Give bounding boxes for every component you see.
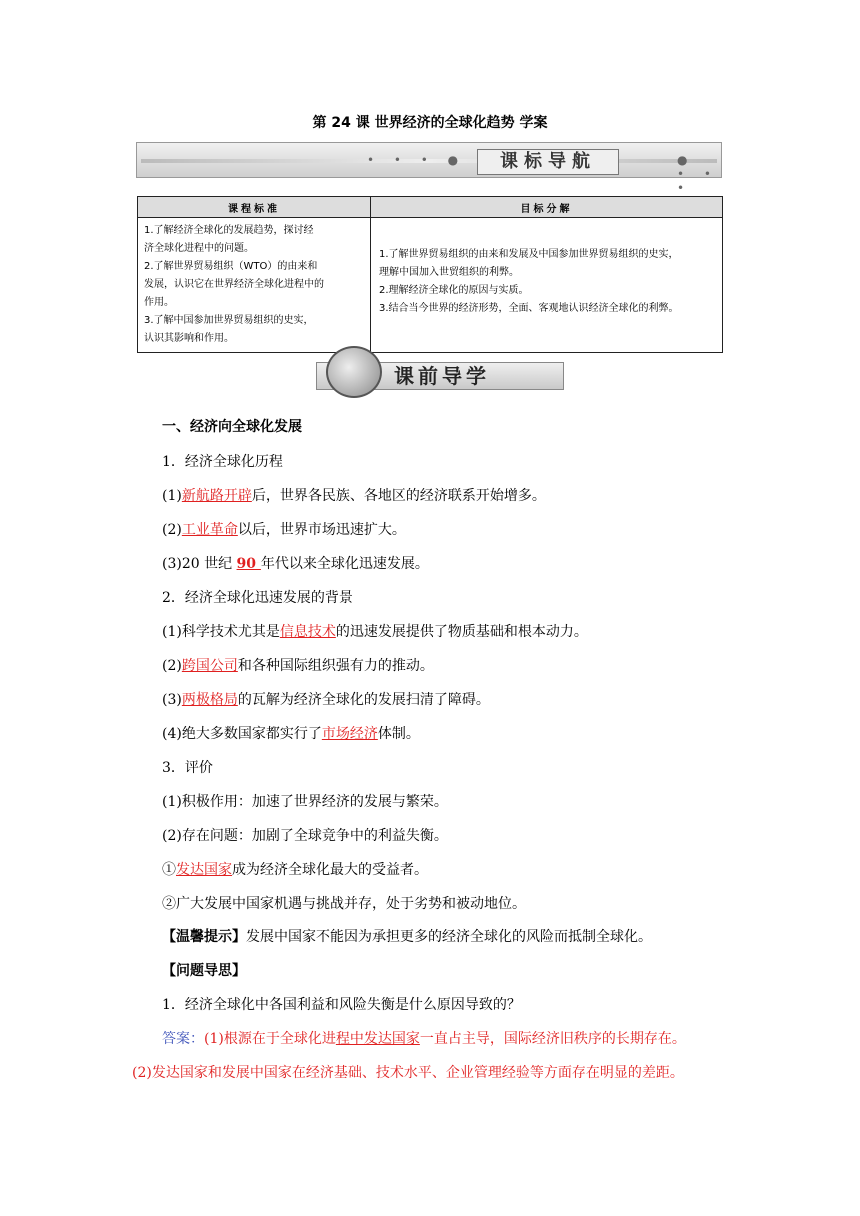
goal-line: 1.了解世界贸易组织的由来和发展及中国参加世界贸易组织的史实， [379,249,679,260]
item-text: (3) [162,692,182,708]
item-text: (2) [162,658,182,674]
list-item [162,621,588,641]
answer-label: 答案： [162,1031,204,1047]
table-header-standard: 课程标准 [138,197,371,218]
list-item [162,655,434,675]
goal-line: 理解中国加入世贸组织的利弊。 [379,267,519,278]
banner-dots-left: • • • ● [367,153,467,167]
item-text: 以后，世界市场迅速扩大。 [237,522,406,538]
answer-blank: 两极格局 [181,692,238,708]
curriculum-table [137,196,723,353]
item-text: (4)绝大多数国家都实行了 [162,726,322,742]
list-item: (1)积极作用：加速了世界经济的发展与繁荣。 [162,794,448,810]
list-item [162,689,490,709]
question: 1．经济全球化中各国利益和风险失衡是什么原因导致的？ [162,997,521,1013]
answer-blank: 市场经济 [321,726,378,742]
answer-blank: 90 [236,556,261,572]
answer-text: 程中发达国家 [335,1031,420,1047]
item-text: 后，世界各民族、各地区的经济联系开始增多。 [251,488,546,504]
item-text: 成为经济全球化最大的受益者。 [232,862,428,878]
item-text: 体制。 [377,726,420,742]
section-heading: 一、经济向全球化发展 [162,419,302,435]
goal-line: 2.理解经济全球化的原因与实质。 [379,285,529,296]
standard-line: 3.了解中国参加世界贸易组织的史实， [144,315,314,326]
item-text: 的迅速发展提供了物质基础和根本动力。 [335,624,588,640]
item-text: (1) [162,488,182,504]
banner-label: 课标导航 [477,149,619,175]
item-text: ① [162,862,176,878]
answer-continuation: (2)发达国家和发展中国家在经济基础、技术水平、企业管理经验等方面存在明显的差距。 [132,1065,684,1081]
item-text: (1)科学技术尤其是 [162,624,280,640]
standard-line: 1.了解经济全球化的发展趋势，探讨经 [144,225,314,236]
banner-label: 课前导学 [394,364,490,388]
answer [162,1028,686,1048]
goal-line: 3.结合当今世界的经济形势，全面、客观地认识经济全球化的利弊。 [379,303,679,314]
list-item: ②广大发展中国家机遇与挑战并存，处于劣势和被动地位。 [162,896,526,912]
answer-text: (1)根源在于全球化进 [204,1031,336,1047]
section-banner-course-nav [136,142,722,195]
list-item: (2)存在问题：加剧了全球竞争中的利益失衡。 [162,828,448,844]
table-cell-standard [138,218,371,353]
item-text: 年代以来全球化迅速发展。 [260,556,429,572]
item-text: 和各种国际组织强有力的推动。 [237,658,434,674]
standard-line: 作用。 [144,297,174,308]
standard-line: 发展，认识它在世界经济全球化进程中的 [144,279,324,290]
banner-dots-right: ● • • • [677,153,719,195]
answer-blank: 信息技术 [279,624,336,640]
subheading: 2．经济全球化迅速发展的背景 [162,590,353,606]
section-banner-pre-class [296,346,566,398]
page-title: 第 24 课 世界经济的全球化趋势 学案 [312,115,548,131]
subheading: 3．评价 [162,760,213,776]
table-cell-goals [371,218,723,353]
answer-text: 一直占主导，国际经济旧秩序的长期存在。 [419,1031,686,1047]
tip [162,926,652,946]
list-item [162,553,429,573]
list-item [162,723,420,743]
list-item [162,859,428,879]
answer-blank: 新航路开辟 [181,488,252,504]
list-item [162,485,546,505]
answer-blank: 发达国家 [176,862,232,878]
tip-label: 【温馨提示】 [162,929,246,945]
table-header-goals: 目标分解 [371,197,723,218]
standard-line: 2.了解世界贸易组织（WTO）的由来和 [144,261,318,272]
list-item [162,519,406,539]
item-text: (2) [162,522,182,538]
subheading: 1．经济全球化历程 [162,454,283,470]
item-text: 的瓦解为经济全球化的发展扫清了障碍。 [237,692,490,708]
tip-text: 发展中国家不能因为承担更多的经济全球化的风险而抵制全球化。 [246,929,652,945]
answer-blank: 跨国公司 [181,658,238,674]
think-label: 【问题导思】 [162,963,246,979]
item-text: (3)20 世纪 [162,556,237,572]
standard-line: 认识其影响和作用。 [144,333,234,344]
answer-blank: 工业革命 [181,522,238,538]
standard-line: 济全球化进程中的问题。 [144,243,254,254]
books-icon [326,346,382,398]
